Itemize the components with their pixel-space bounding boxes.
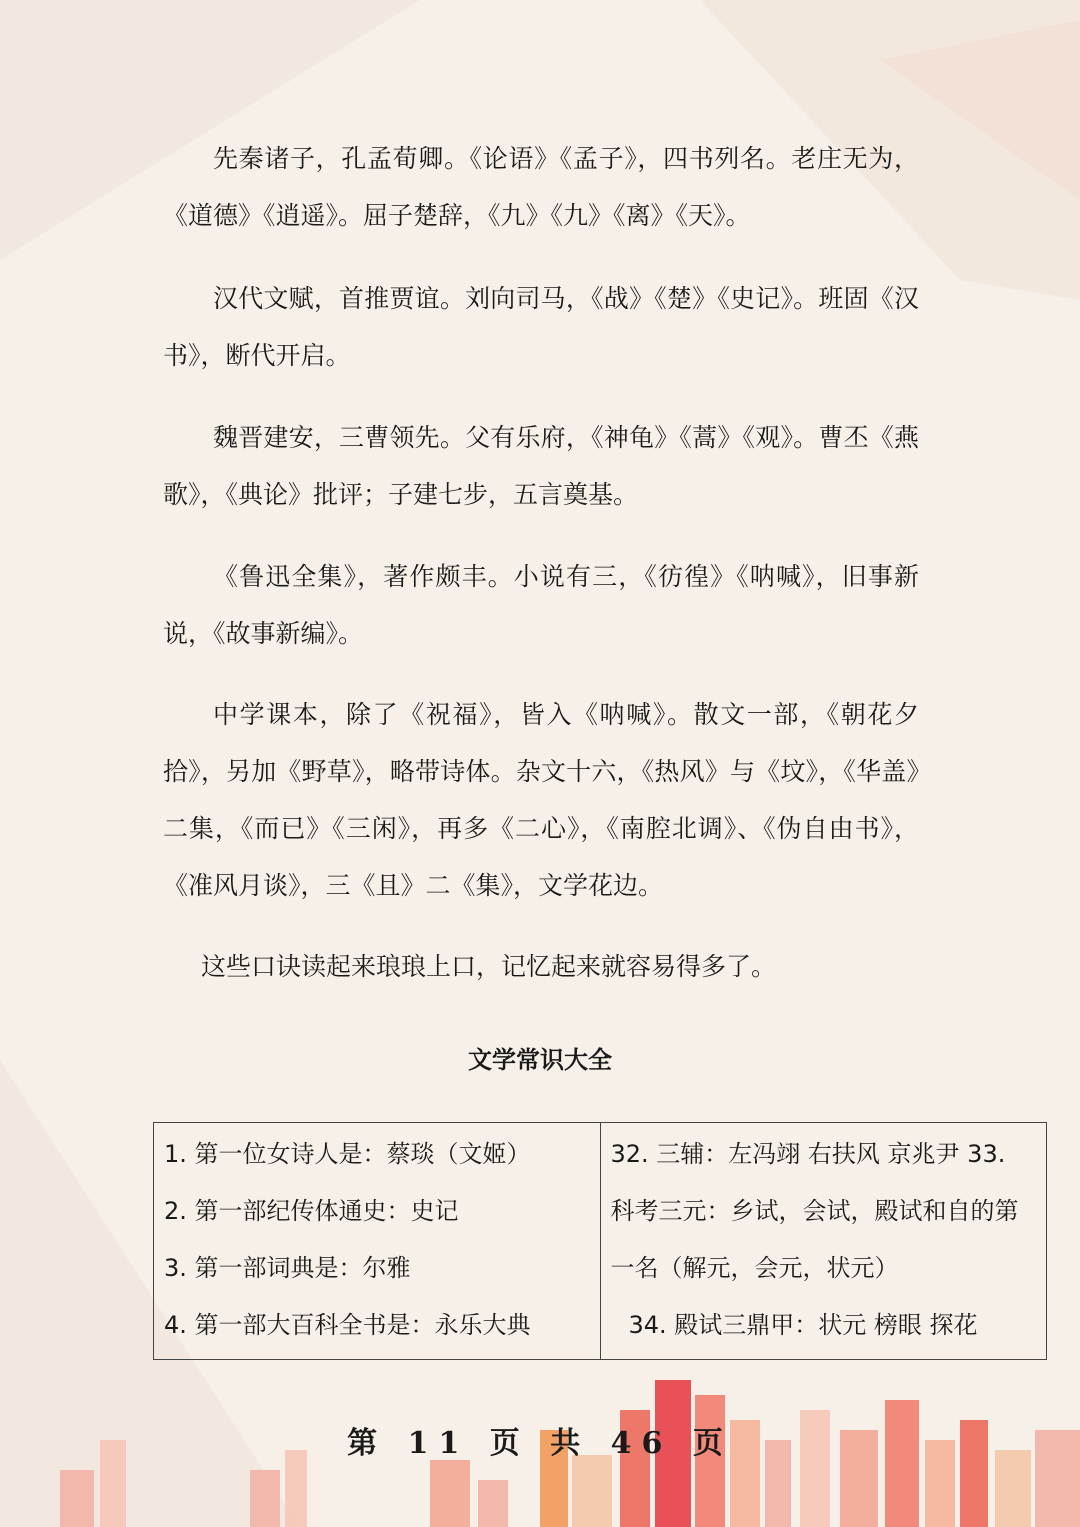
literature-facts-table	[153, 1122, 1047, 1360]
paragraph-lu-xun: 《鲁迅全集》，著作颇丰。小说有三，《彷徨》《呐喊》，旧事新说，《故事新编》。	[163, 562, 919, 648]
paragraph-textbook: 中学课本，除了《祝福》，皆入《呐喊》。散文一部，《朝花夕拾》，另加《野草》，略带诗体。杂文十六，《热风》与《坟》，《华盖》二集，《而已》《三闲》，再多《二心》，《南腔北调》、《伪自由书》，《准风月谈》，三《且》二《集》，文学花边。	[163, 700, 919, 900]
section-title: 文学常识大全	[468, 1046, 612, 1074]
paragraph-pre-qin: 先秦诸子，孔孟荀卿。《论语》《孟子》，四书列名。老庄无为，《道德》《逍遥》。屈子楚辞，《九》《九》《离》《天》。	[163, 144, 919, 230]
page-number: 第 11 页 共 46 页	[347, 1426, 733, 1461]
fact-line: 34. 殿试三鼎甲：状元 榜眼 探花	[628, 1311, 978, 1339]
right-column	[600, 1123, 1047, 1360]
fact-line: 1. 第一位女诗人是：蔡琰（文姬）	[164, 1140, 531, 1168]
paragraph-wei-jin: 魏晋建安，三曹领先。父有乐府，《神龟》《蒿》《观》。曹丕《燕歌》，《典论》批评；子建七步，五言奠基。	[163, 423, 919, 509]
paragraph-han: 汉代文赋，首推贾谊。刘向司马，《战》《楚》《史记》。班固《汉书》，断代开启。	[163, 284, 919, 370]
left-column	[154, 1123, 601, 1360]
fact-line: 科考三元：乡试，会试，殿试和自的第	[610, 1197, 1019, 1225]
fact-line: 一名（解元，会元，状元）	[610, 1254, 899, 1282]
fact-line: 2. 第一部纪传体通史：史记	[164, 1197, 459, 1225]
fact-line: 3. 第一部词典是：尔雅	[164, 1254, 411, 1282]
fact-line: 4. 第一部大百科全书是：永乐大典	[164, 1311, 531, 1339]
closing-line: 这些口诀读起来琅琅上口，记忆起来就容易得多了。	[201, 952, 777, 981]
fact-line: 32. 三辅：左冯翊 右扶风 京兆尹 33.	[610, 1140, 1006, 1168]
